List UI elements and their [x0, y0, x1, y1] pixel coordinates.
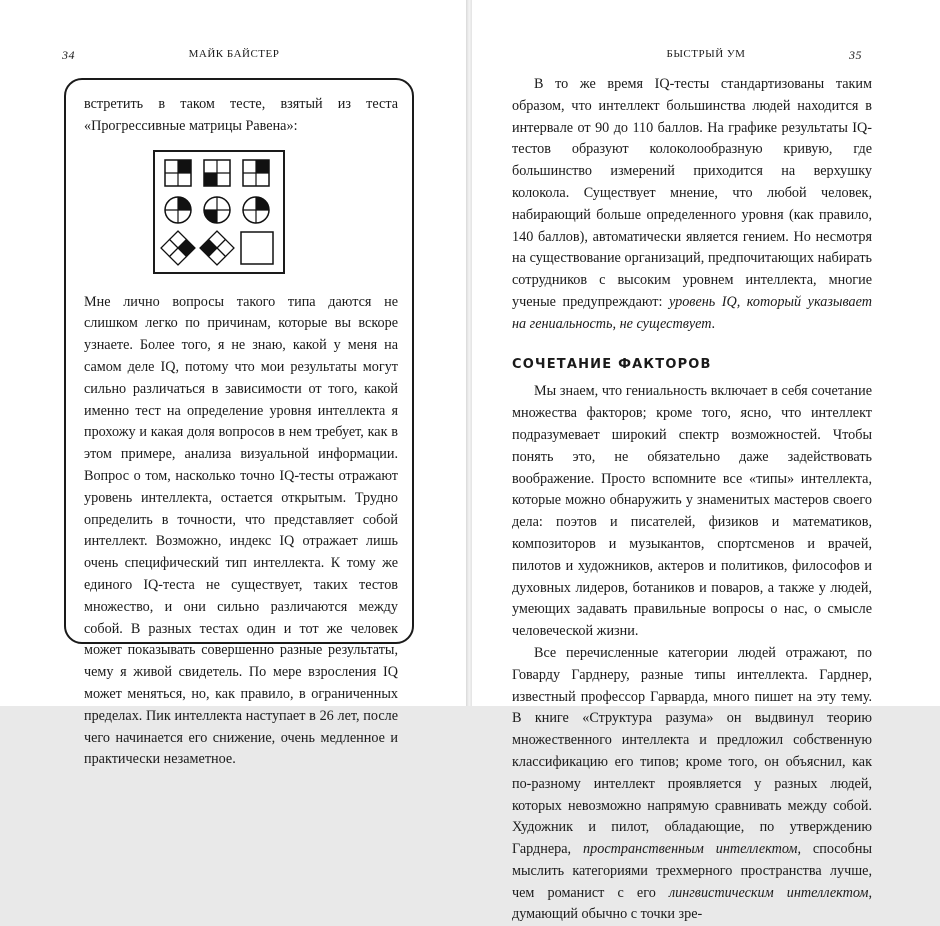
left-page	[0, 0, 468, 768]
left-running-head: МАЙК БАЙСТЕР	[188, 48, 280, 60]
right-running-head: БЫСТРЫЙ УМ	[666, 48, 746, 60]
matrix-cell-r2c3	[243, 197, 269, 223]
left-header	[0, 48, 468, 64]
matrix-cell-r3c1	[161, 231, 195, 265]
matrix-cell-r1c3	[243, 160, 269, 186]
right-page-number: 35	[849, 48, 862, 62]
section-heading: СОЧЕТАНИЕ ФАКТОРОВ	[512, 356, 712, 372]
paragraph-iq-standardization: В то же время IQ-тесты стандартизованы таким образом, что интеллект большинства людей находится в интервале от 90 до 110 баллов. На графике результаты IQ-тестов образуют колоколообразную кривую, где большинство измерений приходится на верхушку колокола. Существует мнение, что любой человек, набирающий больше определенного уровня (как правило, 140 баллов), автоматически является гением. Но несмотря на существование организаций, предпочитающих набирать сотрудников с высоким уровнем интеллекта, многие ученые предупреждают: уровень IQ, который указывает на гениальность, не существует.	[512, 76, 872, 332]
matrix-cell-r2c2	[204, 197, 230, 223]
matrix-figure	[155, 152, 279, 268]
matrix-cell-r2c1	[165, 197, 191, 223]
paragraph-gardner: Все перечисленные категории людей отражают, по Говарду Гарднеру, разные типы интеллекта. Гарднер, известный профессор Гарварда, много пишет на эту тему. В книге «Структура разума» он выдвинул теорию множественного интеллекта и предложил собственную классификацию его типов; кроме того, он объяснил, как по-разному интеллект проявляется у разных людей, которых невозможно напрямую сравнивать между собой. Художник и пилот, обладающие, по утверждению Гарднера, пространственным интеллектом, способны мыслить категориями трехмерного пространства лучше, чем романист с его лингвистическим интеллектом, думающий обычно с точки зре-	[512, 644, 872, 923]
right-header	[472, 48, 940, 64]
matrix-cell-r3c2	[200, 231, 234, 265]
sidebar-frame	[64, 78, 414, 768]
matrix-answer-box	[241, 232, 273, 264]
left-page-number: 34	[62, 48, 75, 62]
raven-matrix-puzzle	[153, 150, 285, 274]
matrix-cell-r1c1	[165, 160, 191, 186]
paragraph-genius-factors: Мы знаем, что гениальность включает в себя сочетание множества факторов; кроме того, ясно, что интеллект подразумевает широкий спектр возможностей. Чтобы понять это, не обязательно даже задействовать воображение. Просто вспомните все «типы» интеллекта, которые можно обнаружить у знаменитых мастеров своего дела: поэтов и писателей, физиков и математиков, композиторов и музыкантов, спортсменов и врачей, пилотов и художников, актеров и политиков, философов и духовных лидеров, ботаников и поваров, а также у людей, умеющих задавать правильные вопросы о нас, о смысле человеческой жизни.	[512, 383, 872, 640]
right-page	[472, 0, 940, 923]
right-column	[512, 74, 872, 926]
matrix-cell-r1c2	[204, 160, 230, 186]
sidebar-body: Мне лично вопросы такого типа даются не слишком легко по причинам, которые вы вскоре узнаете. Более того, я не знаю, какой у меня на самом деле IQ, потому что мои результаты могут сильно различаться в зависимости от того, какой именно тест на определение уровня интеллекта я прохожу и какая доля вопросов в нем требует, как в этом примере, анализа визуальной информации. Вопрос о том, насколько точно IQ-тесты отражают уровень интеллекта, остается открытым. Трудно определить в точности, что представляет собой интеллект. Возможно, индекс IQ отражает лишь очень специфический тип интеллекта. К тому же единого IQ-теста не существует, таких тестов множество, и они сильно различаются между собой. В разных тестах один и тот же человек может показывать совершенно разные результаты, чему я живой свидетель. По мере взросления IQ может меняться, но, как правило, в ограниченных пределах. Пик интеллекта наступает в 26 лет, после чего начинается его снижение, очень медленное и практически незаметное.	[84, 293, 398, 768]
sidebar-intro: встретить в таком тесте, взятый из теста «Прогрессивные матрицы Равена»:	[84, 96, 398, 134]
